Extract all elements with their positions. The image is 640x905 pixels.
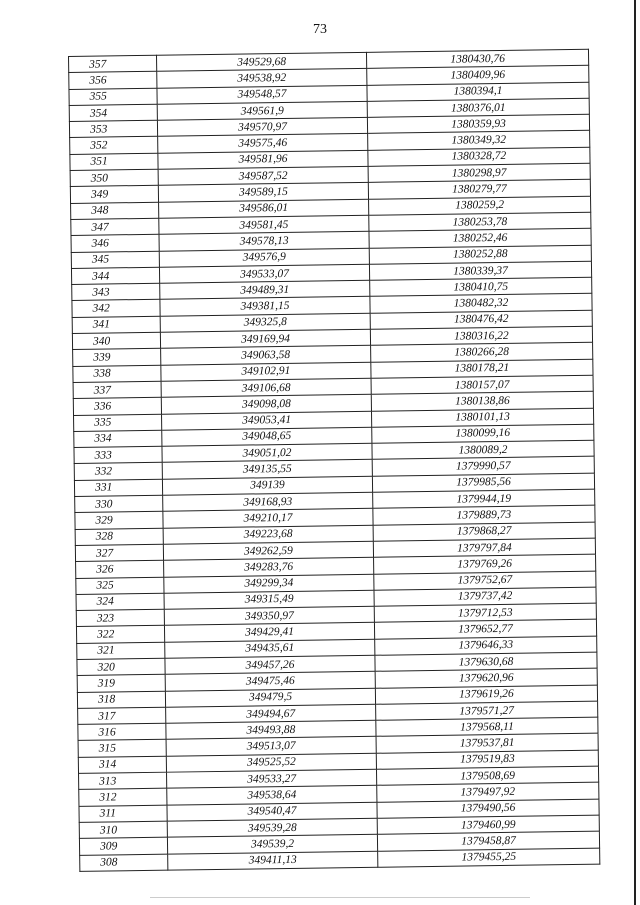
- point-number-cell: 323: [76, 609, 164, 627]
- x-coordinate-cell: 349429,41: [164, 623, 374, 642]
- x-coordinate-cell: 349586,01: [159, 199, 369, 218]
- point-number-cell: 344: [71, 267, 159, 285]
- y-coordinate-cell: 1379519,83: [376, 750, 598, 769]
- point-number-cell: 313: [79, 772, 167, 790]
- x-coordinate-cell: 349169,94: [160, 329, 370, 348]
- point-number-cell: 326: [76, 560, 164, 578]
- x-coordinate-cell: 349098,08: [161, 395, 371, 414]
- point-number-cell: 339: [73, 349, 161, 367]
- point-number-cell: 355: [69, 88, 157, 106]
- x-coordinate-cell: 349576,9: [159, 248, 369, 267]
- x-coordinate-cell: 349411,13: [168, 851, 378, 870]
- y-coordinate-cell: 1379712,53: [374, 603, 596, 622]
- y-coordinate-cell: 1379985,56: [372, 473, 594, 492]
- bottom-edge-line: [150, 897, 530, 898]
- point-number-cell: 346: [71, 235, 159, 253]
- point-number-cell: 335: [74, 414, 162, 432]
- x-coordinate-cell: 349168,93: [163, 492, 373, 511]
- y-coordinate-cell: 1380376,01: [367, 98, 589, 117]
- y-coordinate-cell: 1380252,88: [369, 245, 591, 264]
- x-coordinate-cell: 349299,34: [164, 574, 374, 593]
- coordinates-table-wrapper: [68, 49, 599, 869]
- point-number-cell: 354: [69, 104, 157, 122]
- y-coordinate-cell: 1380482,32: [370, 294, 592, 313]
- x-coordinate-cell: 349223,68: [163, 525, 373, 544]
- point-number-cell: 350: [70, 169, 158, 187]
- y-coordinate-cell: 1379797,84: [373, 538, 595, 557]
- point-number-cell: 321: [77, 642, 165, 660]
- y-coordinate-cell: 1380430,76: [366, 49, 588, 68]
- y-coordinate-cell: 1379571,27: [376, 701, 598, 720]
- point-number-cell: 319: [77, 674, 165, 692]
- x-coordinate-cell: 349539,2: [167, 835, 377, 854]
- x-coordinate-cell: 349533,07: [159, 264, 369, 283]
- y-coordinate-cell: 1379458,87: [377, 831, 599, 850]
- x-coordinate-cell: 349578,13: [159, 232, 369, 251]
- x-coordinate-cell: 349135,55: [162, 460, 372, 479]
- y-coordinate-cell: 1379508,69: [376, 766, 598, 785]
- x-coordinate-cell: 349139: [162, 476, 372, 495]
- y-coordinate-cell: 1379769,26: [374, 554, 596, 573]
- x-coordinate-cell: 349457,26: [165, 655, 375, 674]
- x-coordinate-cell: 349048,65: [162, 427, 372, 446]
- y-coordinate-cell: 1380349,32: [368, 131, 590, 150]
- point-number-cell: 322: [76, 626, 164, 644]
- point-number-cell: 356: [69, 72, 157, 90]
- y-coordinate-cell: 1379630,68: [375, 652, 597, 671]
- point-number-cell: 341: [72, 316, 160, 334]
- point-number-cell: 316: [78, 723, 166, 741]
- y-coordinate-cell: 1379490,56: [377, 799, 599, 818]
- y-coordinate-cell: 1379752,67: [374, 571, 596, 590]
- x-coordinate-cell: 349102,91: [161, 362, 371, 381]
- y-coordinate-cell: 1380359,93: [367, 114, 589, 133]
- point-number-cell: 332: [74, 463, 162, 481]
- y-coordinate-cell: 1380316,22: [370, 326, 592, 345]
- y-coordinate-cell: 1380138,86: [371, 391, 593, 410]
- y-coordinate-cell: 1379737,42: [374, 587, 596, 606]
- x-coordinate-cell: 349350,97: [164, 606, 374, 625]
- x-coordinate-cell: 349315,49: [164, 590, 374, 609]
- x-coordinate-cell: 349533,27: [167, 769, 377, 788]
- point-number-cell: 351: [70, 153, 158, 171]
- x-coordinate-cell: 349540,47: [167, 802, 377, 821]
- x-coordinate-cell: 349063,58: [161, 346, 371, 365]
- y-coordinate-cell: 1380298,97: [368, 163, 590, 182]
- point-number-cell: 340: [72, 332, 160, 350]
- point-number-cell: 310: [79, 821, 167, 839]
- y-coordinate-cell: 1380409,96: [367, 66, 589, 85]
- point-number-cell: 317: [78, 707, 166, 725]
- point-number-cell: 327: [75, 544, 163, 562]
- x-coordinate-cell: 349283,76: [164, 557, 374, 576]
- x-coordinate-cell: 349538,92: [157, 69, 367, 88]
- y-coordinate-cell: 1380157,07: [371, 375, 593, 394]
- point-number-cell: 345: [71, 251, 159, 269]
- y-coordinate-cell: 1379460,99: [377, 815, 599, 834]
- x-coordinate-cell: 349051,02: [162, 443, 372, 462]
- y-coordinate-cell: 1379646,33: [375, 636, 597, 655]
- y-coordinate-cell: 1380394,1: [367, 82, 589, 101]
- x-coordinate-cell: 349589,15: [158, 183, 368, 202]
- x-coordinate-cell: 349435,61: [165, 639, 375, 658]
- point-number-cell: 328: [75, 528, 163, 546]
- x-coordinate-cell: 349539,28: [167, 818, 377, 837]
- y-coordinate-cell: 1380339,37: [369, 261, 591, 280]
- x-coordinate-cell: 349106,68: [161, 378, 371, 397]
- x-coordinate-cell: 349525,52: [166, 753, 376, 772]
- y-coordinate-cell: 1379568,11: [376, 717, 598, 736]
- point-number-cell: 347: [71, 218, 159, 236]
- x-coordinate-cell: 349494,67: [166, 704, 376, 723]
- point-number-cell: 308: [80, 854, 168, 872]
- point-number-cell: 311: [79, 805, 167, 823]
- point-number-cell: 337: [73, 381, 161, 399]
- x-coordinate-cell: 349489,31: [160, 280, 370, 299]
- x-coordinate-cell: 349548,57: [157, 85, 367, 104]
- y-coordinate-cell: 1380099,16: [372, 424, 594, 443]
- point-number-cell: 312: [79, 789, 167, 807]
- point-number-cell: 334: [74, 430, 162, 448]
- point-number-cell: 353: [69, 120, 157, 138]
- y-coordinate-cell: 1380101,13: [371, 408, 593, 427]
- point-number-cell: 348: [71, 202, 159, 220]
- coordinates-table: [68, 49, 600, 872]
- point-number-cell: 342: [72, 300, 160, 318]
- x-coordinate-cell: 349479,5: [165, 688, 375, 707]
- point-number-cell: 357: [69, 55, 157, 73]
- y-coordinate-cell: 1379990,57: [372, 457, 594, 476]
- point-number-cell: 314: [78, 756, 166, 774]
- y-coordinate-cell: 1379944,19: [373, 489, 595, 508]
- page-edge-line: [634, 0, 636, 905]
- y-coordinate-cell: 1380253,78: [369, 212, 591, 231]
- y-coordinate-cell: 1379619,26: [375, 685, 597, 704]
- y-coordinate-cell: 1380178,21: [371, 359, 593, 378]
- x-coordinate-cell: 349381,15: [160, 297, 370, 316]
- y-coordinate-cell: 1380089,2: [372, 440, 594, 459]
- y-coordinate-cell: 1379620,96: [375, 668, 597, 687]
- x-coordinate-cell: 349210,17: [163, 509, 373, 528]
- x-coordinate-cell: 349325,8: [160, 313, 370, 332]
- point-number-cell: 330: [75, 495, 163, 513]
- x-coordinate-cell: 349513,07: [166, 737, 376, 756]
- point-number-cell: 333: [74, 446, 162, 464]
- y-coordinate-cell: 1379455,25: [378, 848, 600, 867]
- y-coordinate-cell: 1380328,72: [368, 147, 590, 166]
- point-number-cell: 309: [79, 837, 167, 855]
- x-coordinate-cell: 349575,46: [158, 134, 368, 153]
- y-coordinate-cell: 1379497,92: [377, 783, 599, 802]
- point-number-cell: 320: [77, 658, 165, 676]
- y-coordinate-cell: 1380266,28: [371, 343, 593, 362]
- y-coordinate-cell: 1379652,77: [374, 620, 596, 639]
- x-coordinate-cell: 349570,97: [157, 118, 367, 137]
- x-coordinate-cell: 349493,88: [166, 720, 376, 739]
- x-coordinate-cell: 349538,64: [167, 786, 377, 805]
- y-coordinate-cell: 1380410,75: [370, 277, 592, 296]
- x-coordinate-cell: 349529,68: [156, 52, 366, 71]
- point-number-cell: 343: [72, 283, 160, 301]
- point-number-cell: 349: [70, 186, 158, 204]
- x-coordinate-cell: 349561,9: [157, 101, 367, 120]
- x-coordinate-cell: 349581,96: [158, 150, 368, 169]
- point-number-cell: 329: [75, 512, 163, 530]
- y-coordinate-cell: 1380279,77: [368, 180, 590, 199]
- point-number-cell: 352: [70, 137, 158, 155]
- y-coordinate-cell: 1380252,46: [369, 228, 591, 247]
- x-coordinate-cell: 349053,41: [162, 411, 372, 430]
- point-number-cell: 336: [73, 397, 161, 415]
- x-coordinate-cell: 349262,59: [163, 541, 373, 560]
- x-coordinate-cell: 349475,46: [165, 672, 375, 691]
- point-number-cell: 325: [76, 577, 164, 595]
- coordinates-table-body: [69, 49, 600, 871]
- point-number-cell: 331: [74, 479, 162, 497]
- point-number-cell: 338: [73, 365, 161, 383]
- y-coordinate-cell: 1379889,73: [373, 506, 595, 525]
- point-number-cell: 318: [77, 691, 165, 709]
- x-coordinate-cell: 349587,52: [158, 166, 368, 185]
- y-coordinate-cell: 1380259,2: [369, 196, 591, 215]
- point-number-cell: 315: [78, 740, 166, 758]
- x-coordinate-cell: 349581,45: [159, 215, 369, 234]
- point-number-cell: 324: [76, 593, 164, 611]
- y-coordinate-cell: 1379868,27: [373, 522, 595, 541]
- y-coordinate-cell: 1380476,42: [370, 310, 592, 329]
- y-coordinate-cell: 1379537,81: [376, 734, 598, 753]
- page-number: 73: [313, 22, 327, 37]
